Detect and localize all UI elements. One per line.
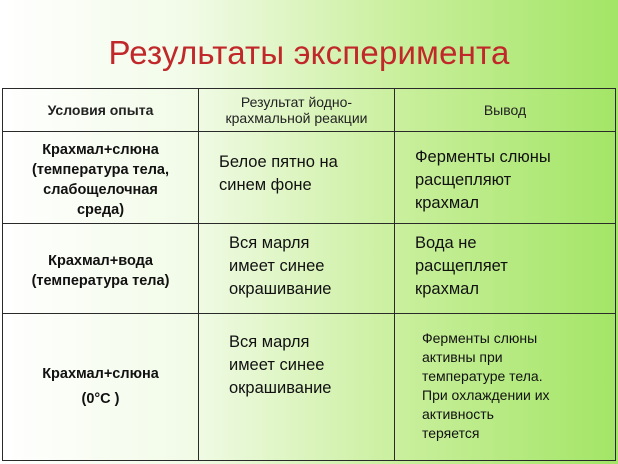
conclusion-line: активны при (422, 349, 503, 365)
conclusion-line: расщепляют (415, 171, 512, 189)
conclusion-line: активность (422, 406, 494, 422)
table-header-row (3, 89, 616, 132)
result-line: Вся марля (229, 234, 310, 252)
result-line: Белое пятно на (219, 153, 338, 171)
result-cell (199, 224, 395, 314)
condition-line: среда) (76, 202, 125, 218)
result-cell (199, 314, 395, 461)
condition-cell (3, 132, 199, 224)
table-row (3, 132, 616, 224)
conclusion-line: Вода не (415, 234, 477, 252)
table-row (3, 224, 616, 314)
header-reaction-result (199, 89, 395, 132)
table-row (3, 314, 616, 461)
slide-title: Результаты эксперимента (108, 34, 510, 71)
condition-line: (температура тела, (31, 162, 170, 178)
results-table (2, 88, 616, 461)
conclusion-cell (395, 224, 616, 314)
result-line: имеет синее (229, 356, 325, 374)
conclusion-cell (395, 132, 616, 224)
condition-line: Крахмал+вода (48, 253, 153, 269)
conclusion-line: температуре тела. (422, 368, 543, 384)
condition-line: (0°С ) (81, 391, 120, 407)
condition-line: (температура тела) (31, 273, 170, 289)
conclusion-line: При охлаждении их (422, 387, 550, 403)
conclusion-line: теряется (422, 425, 480, 441)
conclusion-line: Ферменты слюны (415, 148, 551, 166)
condition-line: Крахмал+слюна (42, 366, 159, 382)
conclusion-line: крахмал (415, 194, 479, 212)
conclusion-line: Ферменты слюны (422, 330, 538, 346)
condition-cell (3, 314, 199, 461)
conclusion-line: крахмал (415, 280, 479, 298)
result-line: Вся марля (229, 333, 310, 351)
condition-line: Крахмал+слюна (42, 142, 159, 158)
condition-cell (3, 224, 199, 314)
result-line: синем фоне (219, 176, 312, 194)
result-cell (199, 132, 395, 224)
result-line: окрашивание (229, 379, 332, 397)
header-reaction-line: крахмальной реакции (225, 110, 368, 126)
header-conditions: Условия опыта (3, 89, 199, 132)
result-line: окрашивание (229, 280, 332, 298)
header-reaction-line: Результат йодно- (240, 94, 353, 110)
header-conclusion: Вывод (395, 89, 616, 132)
conclusion-cell (395, 314, 616, 461)
conclusion-line: расщепляет (415, 257, 508, 275)
condition-line: слабощелочная (43, 182, 158, 198)
result-line: имеет синее (229, 257, 325, 275)
